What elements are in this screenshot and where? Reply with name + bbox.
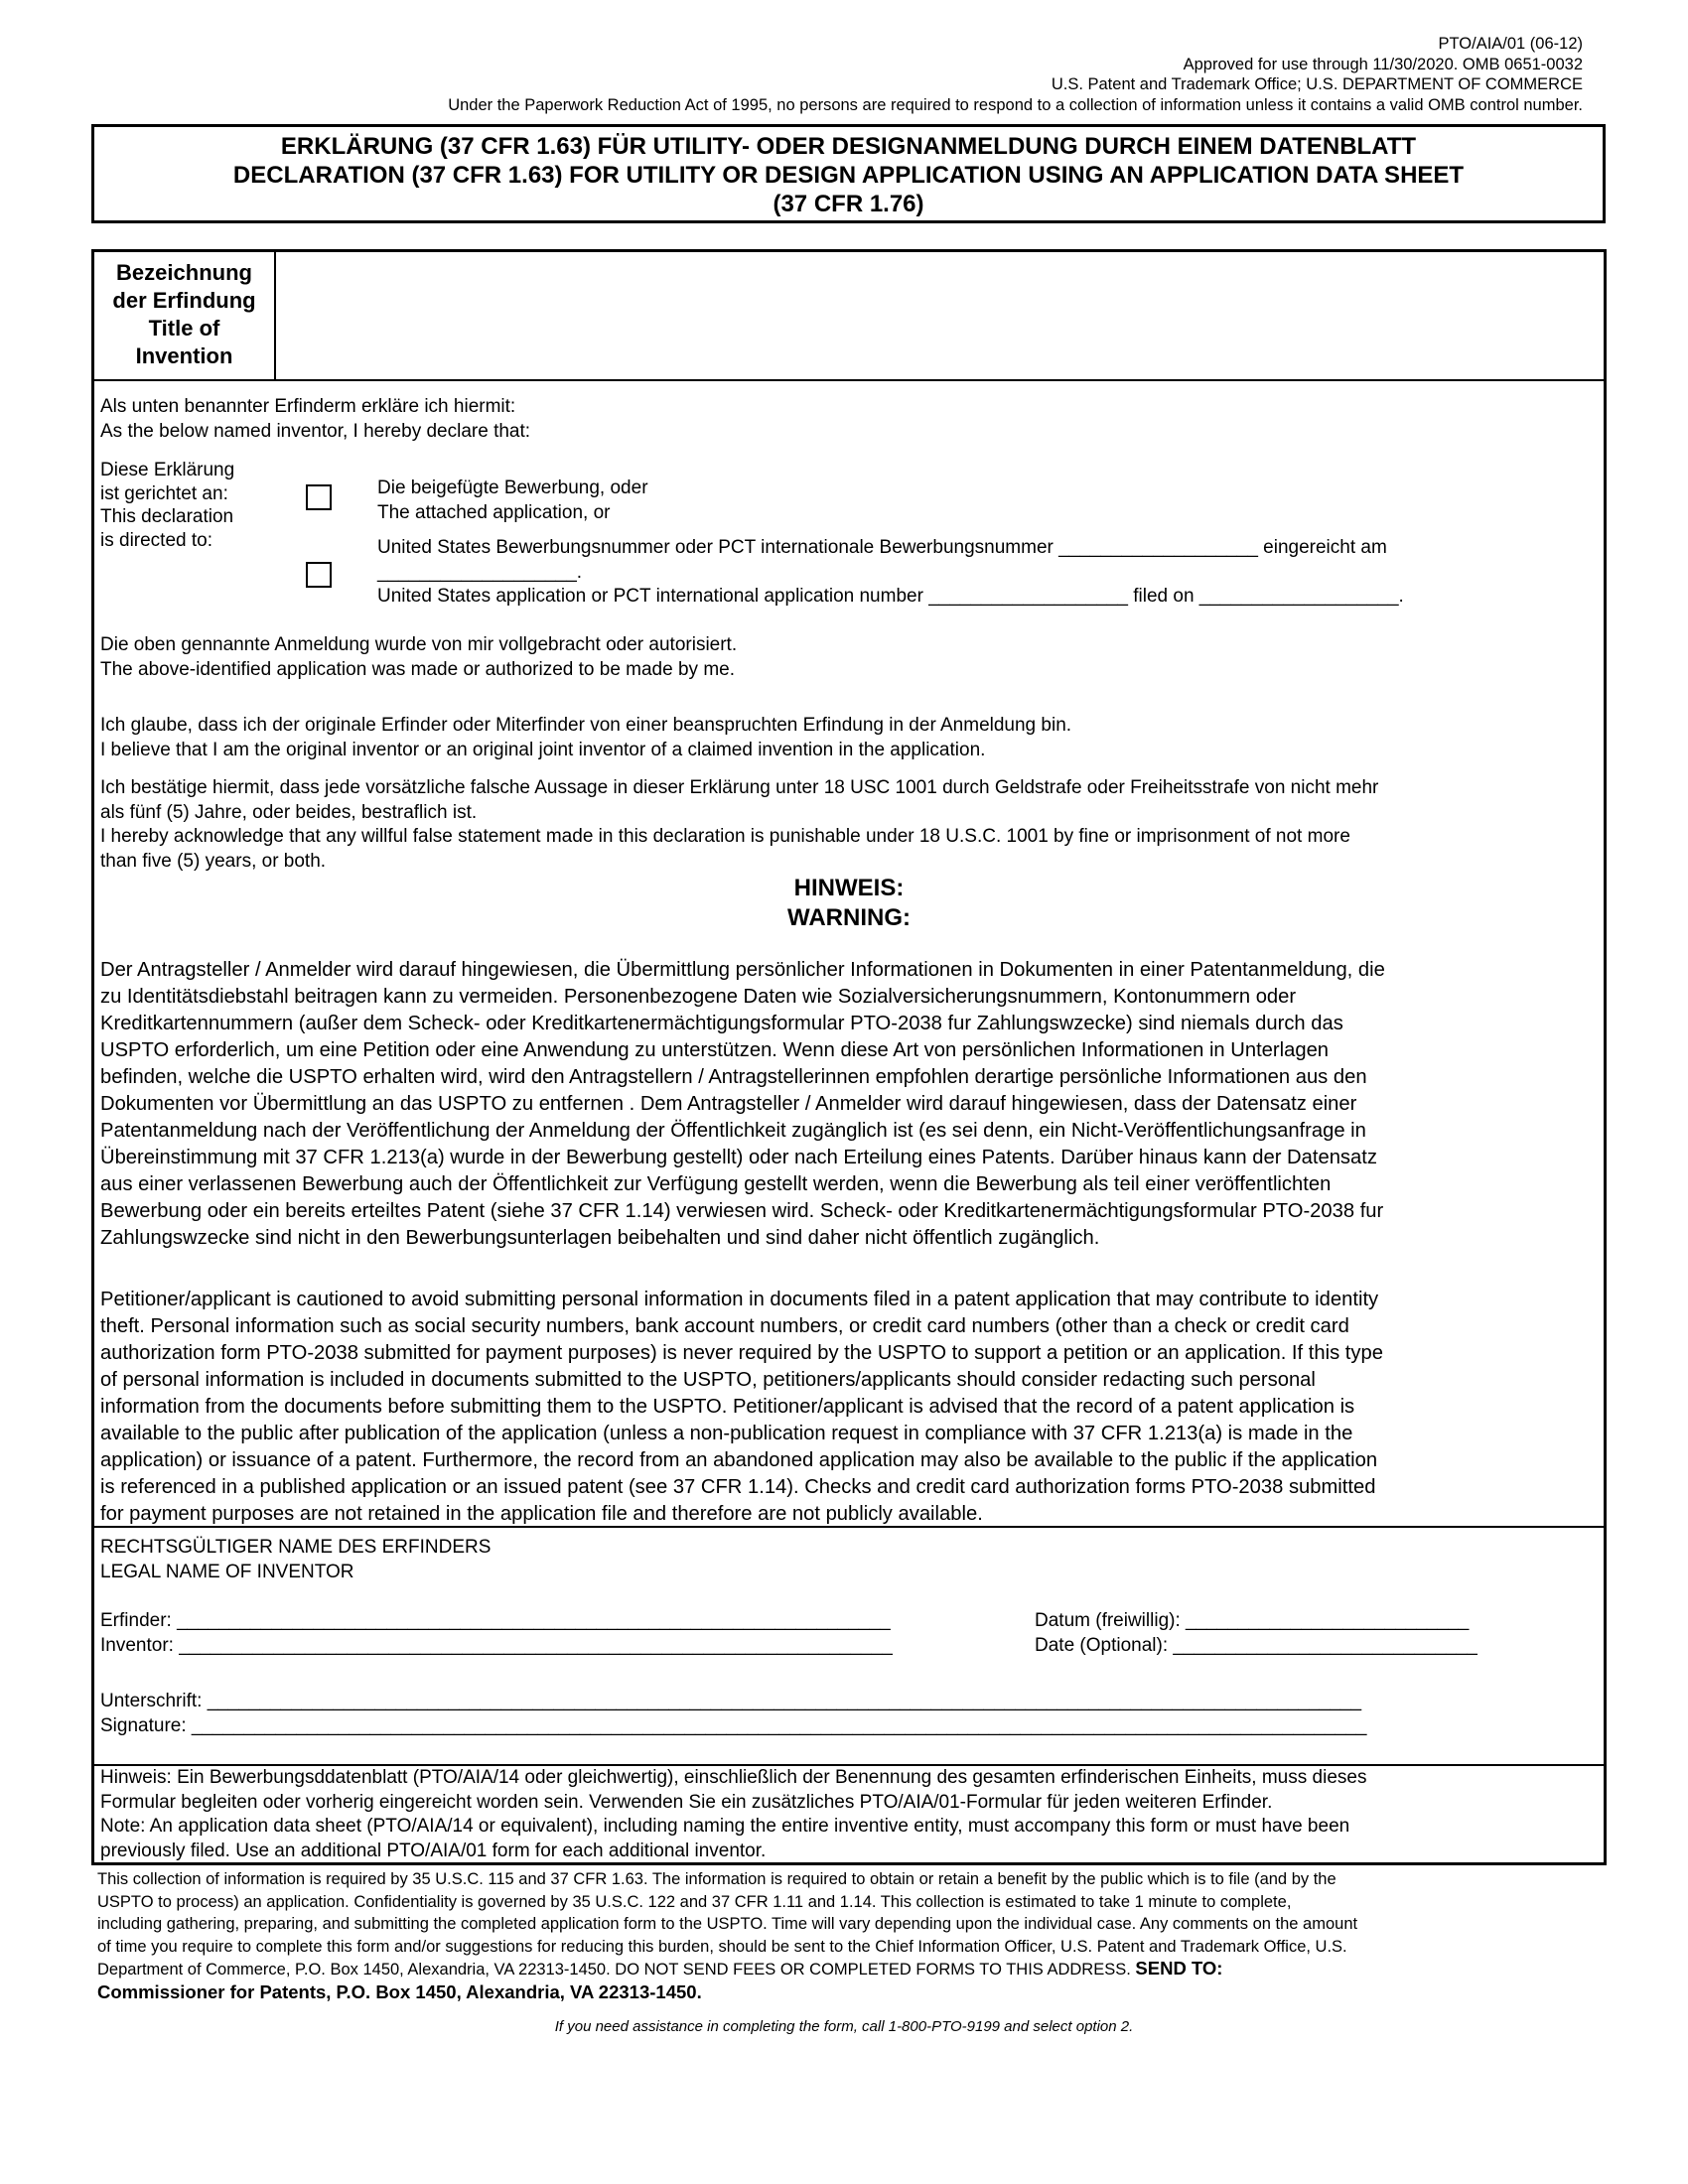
statement-en: I believe that I am the original inventor or an original joint inventor of a claimed invention in the application. (100, 739, 986, 760)
option-en: The attached application, or (377, 501, 611, 523)
footer-line: of time you require to complete this form and/or suggestions for reducing this burden, should be sent to the Chief Information Officer, U.S. Patent and Trademark Office, U.S. (97, 1937, 1347, 1956)
warning-heading-en: WARNING: (787, 904, 911, 931)
option-de: Die beigefügte Bewerbung, oder (377, 478, 648, 498)
burden-statement (97, 1868, 1357, 2003)
option-attached-application (377, 477, 1596, 525)
option-de[interactable]: United States Bewerbungsnummer oder PCT internationale Bewerbungsnummer ___________________ eingereicht am (377, 537, 1387, 558)
signature-de[interactable]: Unterschrift: ______________________________________________________________________________________________________________ (100, 1691, 1362, 1711)
label-line: Invention (135, 343, 233, 368)
warning-line: Bewerbung oder ein bereits erteiltes Patent (siehe 37 CFR 1.14) verwiesen wird. Scheck- oder Kreditkartenermächtigungsformular PTO-2038 fur (100, 1200, 1384, 1222)
option-application-number (377, 536, 1596, 610)
inventor-name-de[interactable]: Erfinder: ____________________________________________________________________ (100, 1610, 891, 1631)
option-en[interactable]: United States application or PCT international application number ___________________ filed on ___________________. (377, 586, 1404, 607)
title-english: DECLARATION (37 CFR 1.63) FOR UTILITY OR DESIGN APPLICATION USING AN APPLICATION DATA SHEET (232, 162, 1465, 189)
inventor-heading (100, 1536, 1596, 1584)
footer-line: USPTO to process) an application. Confidentiality is governed by 35 U.S.C. 122 and 37 CFR 1.11 and 1.14. This collection is estimated to take 1 minute to complete, (97, 1892, 1292, 1911)
footer-address: Department of Commerce, P.O. Box 1450, Alexandria, VA 22313-1450. DO NOT SEND FEES OR COMPLETED FORMS TO THIS ADDRESS. (97, 1961, 1131, 1979)
label-line: der Erfindung (112, 288, 256, 313)
statement-de: Ich glaube, dass ich der originale Erfinder oder Miterfinder von einer beanspruchten Erfindung in der Anmeldung bin. (100, 715, 1072, 736)
warning-line: authorization form PTO-2038 submitted for payment purposes) is never required by the USPTO to support a petition or an application. If this type (100, 1342, 1383, 1364)
statement-en: I hereby acknowledge that any willful false statement made in this declaration is punishable under 18 U.S.C. 1001 by fine or imprisonment of not more (100, 826, 1350, 847)
application-number-checkbox[interactable] (306, 562, 332, 588)
form-number: PTO/AIA/01 (06-12) (1438, 35, 1583, 53)
warning-line: Dokumenten vor Übermittlung an das USPTO zu entfernen . Dem Antragsteller / Anmelder wird darauf hingewiesen, dass der Datensatz einer (100, 1093, 1357, 1115)
warning-line: Zahlungswzecke sind nicht in den Bewerbungsunterlagen beibehalten und sind daher nicht öffentlich zugänglich. (100, 1227, 1100, 1249)
signature-field[interactable] (100, 1690, 1596, 1738)
date-de[interactable]: Datum (freiwillig): ___________________________ (1035, 1610, 1470, 1631)
label-line: Title of (148, 316, 220, 341)
warning-line: Der Antragsteller / Anmelder wird darauf hingewiesen, die Übermittlung persönlicher Informationen in Dokumenten in einer Patentanmeldung, die (100, 959, 1385, 981)
warning-text-en (100, 1287, 1596, 1528)
form-title (91, 124, 1606, 223)
label-line: ist gerichtet an: (100, 482, 228, 504)
inventor-section (94, 1526, 1604, 1764)
footer-line (97, 1958, 1357, 1981)
date-en[interactable]: Date (Optional): _____________________________ (1035, 1634, 1477, 1656)
invention-title-label (94, 252, 276, 379)
original-inventor-text (100, 714, 1596, 762)
statement-en: than five (5) years, or both. (100, 850, 327, 872)
form-header (448, 34, 1583, 115)
intro-text (100, 395, 1596, 444)
warning-line: USPTO erforderlich, um eine Petition oder eine Anwendung zu unterstützen. Wenn diese Art von persönlichen Informationen in Unterlagen (100, 1039, 1330, 1061)
statement-de: Die oben gennannte Anmeldung wurde von mir vollgebracht oder autorisiert. (100, 634, 738, 655)
statement-de: als fünf (5) Jahre, oder beides, bestraflich ist. (100, 801, 478, 823)
warning-line: Petitioner/applicant is cautioned to avoid submitting personal information in documents filed in a patent application that may contribute to identity (100, 1289, 1379, 1310)
note-line: Hinweis: Ein Bewerbungsddatenblatt (PTO/AIA/14 oder gleichwertig), einschließlich der Benennung des gesamten erfinderischen Einheits, muss dieses (100, 1767, 1367, 1788)
send-to-label: SEND TO: (1135, 1958, 1223, 1979)
note-text (100, 1766, 1596, 1863)
note-line: Note: An application data sheet (PTO/AIA/14 or equivalent), including naming the entire inventive entity, must accompany this form or must have been (100, 1816, 1350, 1837)
intro-en: As the below named inventor, I hereby declare that: (100, 420, 531, 442)
approval-text: Approved for use through 11/30/2020. OMB 0651-0032 (1183, 55, 1583, 73)
warning-line: Kreditkartennummern (außer dem Scheck- oder Kreditkartenermächtigungsformular PTO-2038 fur Zahlungswzecke) sind niemals durch das (100, 1013, 1343, 1034)
warning-text-de (100, 957, 1596, 1252)
paperwork-notice: Under the Paperwork Reduction Act of 1995, no persons are required to respond to a collection of information unless it contains a valid OMB control number. (448, 95, 1583, 114)
note-line: previously filed. Use an additional PTO/AIA/01 form for each additional inventor. (100, 1840, 767, 1861)
warning-line: available to the public after publication of the application (unless a non-publication request in compliance with 37 CFR 1.213(a) is made in the (100, 1423, 1353, 1444)
note-line: Formular begleiten oder vorherig eingereicht worden sein. Verwenden Sie ein zusätzliches PTO/AIA/01-Formular für jeden weiteren Erfinder. (100, 1791, 1273, 1813)
warning-heading-de: HINWEIS: (793, 875, 905, 901)
inventor-heading-en: LEGAL NAME OF INVENTOR (100, 1561, 354, 1582)
signature-en[interactable]: Signature: ________________________________________________________________________________________________________________ (100, 1714, 1367, 1736)
warning-line: aus einer verlassenen Bewerbung auch der Öffentlichkeit zur Verfügung gestellt werden, wenn die Bewerbung als teil einer veröffentlichten (100, 1173, 1332, 1195)
agency-text: U.S. Patent and Trademark Office; U.S. DEPARTMENT OF COMMERCE (1051, 75, 1583, 93)
warning-line: theft. Personal information such as social security numbers, bank account numbers, or credit card numbers (other than a check or credit card (100, 1315, 1349, 1337)
statement-en: The above-identified application was made or authorized to be made by me. (100, 658, 735, 680)
label-line: Diese Erklärung (100, 460, 235, 480)
invention-title-row (94, 252, 1604, 379)
note-section (94, 1764, 1604, 1862)
warning-line: of personal information is included in documents submitted to the USPTO, petitioners/applicants should consider redacting such personal (100, 1369, 1316, 1391)
footer-line: This collection of information is required by 35 U.S.C. 115 and 37 CFR 1.63. The information is required to obtain or retain a benefit by the public which is to file (and by the (97, 1870, 1336, 1888)
title-german: ERKLÄRUNG (37 CFR 1.63) FÜR UTILITY- ODER DESIGNANMELDUNG DURCH EINEM DATENBLATT (280, 133, 1417, 160)
option-de[interactable]: ___________________. (377, 561, 583, 583)
warning-line: is referenced in a published application or an issued patent (see 37 CFR 1.14). Checks and credit card authorization forms PTO-2038 submitted (100, 1476, 1376, 1498)
statement-de: Ich bestätige hiermit, dass jede vorsätzliche falsche Aussage in dieser Erklärung unter 18 USC 1001 durch Geldstrafe oder Freiheitsstrafe von nicht mehr (100, 777, 1379, 798)
warning-line: application) or issuance of a patent. Furthermore, the record from an abandoned application may also be available to the public if the application (100, 1449, 1378, 1471)
assistance-text: If you need assistance in completing the form, call 1-800-PTO-9199 and select option 2. (554, 2018, 1134, 2035)
label-line: is directed to: (100, 529, 212, 551)
attached-application-checkbox[interactable] (306, 484, 332, 510)
declaration-form (91, 249, 1607, 1865)
warning-line: zu Identitätsdiebstahl beitragen kann zu vermeiden. Personenbezogene Daten wie Sozialversicherungsnummern, Kontonummern oder (100, 986, 1297, 1008)
warning-heading (94, 874, 1604, 933)
inventor-heading-de: RECHTSGÜLTIGER NAME DES ERFINDERS (100, 1537, 492, 1558)
commissioner-address: Commissioner for Patents, P.O. Box 1450, Alexandria, VA 22313-1450. (97, 1980, 702, 2002)
intro-de: Als unten benannter Erfinderm erkläre ich hiermit: (100, 396, 516, 417)
title-cfr: (37 CFR 1.76) (773, 191, 924, 217)
label-line: Bezeichnung (116, 260, 252, 285)
acknowledgement-text (100, 776, 1596, 874)
directed-to-label (100, 459, 259, 552)
inventor-name-en[interactable]: Inventor: ____________________________________________________________________ (100, 1634, 893, 1656)
warning-line: Übereinstimmung mit 37 CFR 1.213(a) wurde in der Bewerbung gestellt) oder nach Erteilung eines Patents. Darüber hinaus kann der Datensatz (100, 1147, 1377, 1168)
label-line: This declaration (100, 506, 234, 527)
warning-line: befinden, welche die USPTO erhalten wird, wird den Antragstellern / Antragstellerinnen empfohlen derartige persönliche Informationen aus den (100, 1066, 1367, 1088)
made-authorized-text (100, 633, 1596, 682)
footer-line: including gathering, preparing, and submitting the completed application form to the USPTO. Time will vary depending upon the individual case. Any comments on the amount (97, 1915, 1358, 1933)
date-field[interactable] (1035, 1609, 1596, 1658)
warning-line: for payment purposes are not retained in the application file and therefore are not publicly available. (100, 1503, 983, 1525)
warning-line: Patentanmeldung nach der Veröffentlichung der Anmeldung der Öffentlichkeit zugänglich ist (es sei denn, ein Nicht-Veröffentlichungsanfrage in (100, 1120, 1366, 1142)
invention-title-input[interactable] (277, 252, 1604, 381)
warning-line: information from the documents before submitting them to the USPTO. Petitioner/applicant is advised that the record of a patent application is (100, 1396, 1355, 1418)
